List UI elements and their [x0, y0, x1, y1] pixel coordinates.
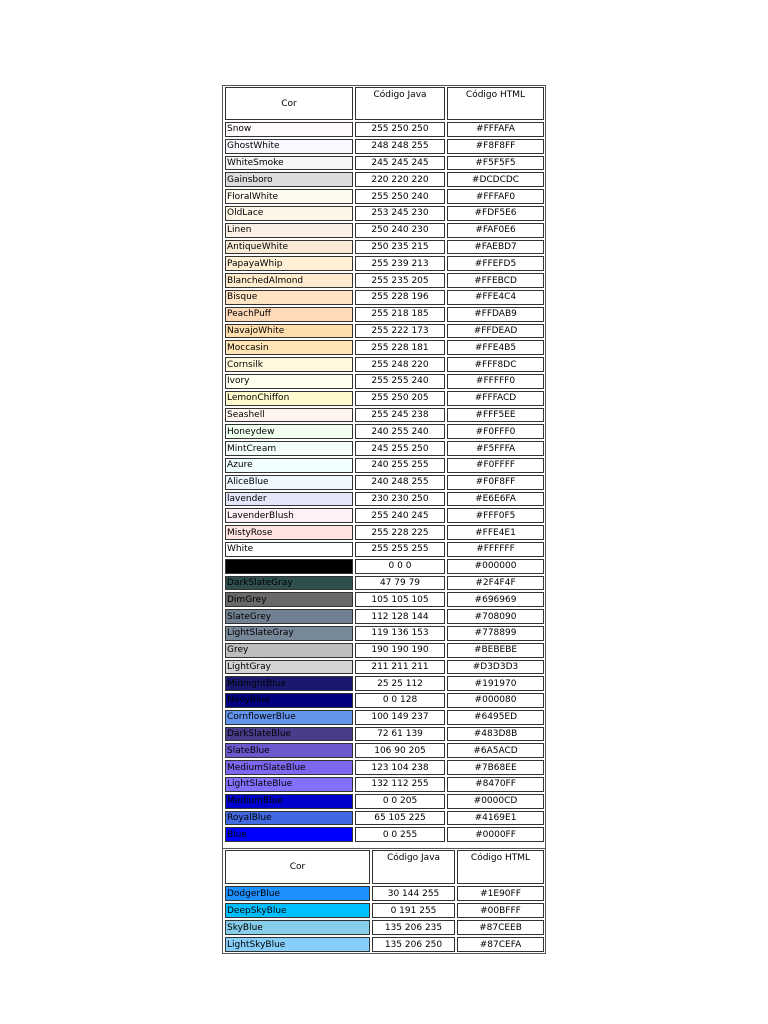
java-code-cell: 255 240 245	[355, 508, 445, 523]
header-cor: Cor	[225, 850, 370, 884]
color-name-swatch	[225, 559, 353, 574]
java-code-cell: 255 245 238	[355, 408, 445, 423]
color-name-swatch: LightGray	[225, 660, 353, 675]
color-name-swatch: DeepSkyBlue	[225, 903, 370, 918]
color-name-swatch: NavyBlue	[225, 693, 353, 708]
color-name-swatch: SlateBlue	[225, 743, 353, 758]
color-name-swatch: CornflowerBlue	[225, 710, 353, 725]
table-row	[224, 726, 545, 743]
color-name-swatch: DimGrey	[225, 592, 353, 607]
color-name-swatch: LightSlateBlue	[225, 777, 353, 792]
table-row	[224, 936, 545, 953]
java-code-cell: 47 79 79	[355, 576, 445, 591]
java-code-cell: 255 218 185	[355, 307, 445, 322]
html-code-cell: #6495ED	[447, 710, 544, 725]
table-row	[224, 205, 545, 222]
html-code-cell: #FFFAFA	[447, 122, 544, 137]
table-row	[224, 356, 545, 373]
html-code-cell: #F5F5F5	[447, 156, 544, 171]
color-name-swatch: Blue	[225, 827, 353, 842]
color-name-swatch: Bisque	[225, 290, 353, 305]
html-code-cell: #FFF0F5	[447, 508, 544, 523]
html-code-cell: #BEBEBE	[447, 643, 544, 658]
color-name-swatch: Gainsboro	[225, 172, 353, 187]
html-code-cell: #F8F8FF	[447, 139, 544, 154]
html-code-cell: #FFDAB9	[447, 307, 544, 322]
table-row	[224, 440, 545, 457]
html-code-cell: #FAEBD7	[447, 240, 544, 255]
table-row	[224, 675, 545, 692]
color-name-swatch: MediumSlateBlue	[225, 760, 353, 775]
java-code-cell: 255 228 181	[355, 340, 445, 355]
html-code-cell: #191970	[447, 676, 544, 691]
table-row	[224, 272, 545, 289]
html-code-cell: #FFF5EE	[447, 408, 544, 423]
color-name-swatch: NavajoWhite	[225, 324, 353, 339]
color-name-swatch: MistyRose	[225, 525, 353, 540]
table-row	[224, 121, 545, 138]
table-row	[224, 474, 545, 491]
java-code-cell: 255 250 240	[355, 189, 445, 204]
java-code-cell: 123 104 238	[355, 760, 445, 775]
table-header-row	[224, 849, 545, 885]
table-row	[224, 188, 545, 205]
java-code-cell: 135 206 235	[372, 920, 455, 935]
java-code-cell: 119 136 153	[355, 626, 445, 641]
html-code-cell: #87CEFA	[457, 937, 544, 952]
color-table-2	[224, 849, 545, 953]
header-codigo-html: Código HTML	[447, 87, 544, 120]
color-name-swatch: Azure	[225, 458, 353, 473]
color-name-swatch: MidnightBlue	[225, 676, 353, 691]
table-row	[224, 222, 545, 239]
html-code-cell: #FFDEAD	[447, 324, 544, 339]
html-code-cell: #F0FFFF	[447, 458, 544, 473]
color-name-swatch: LemonChiffon	[225, 391, 353, 406]
html-code-cell: #708090	[447, 609, 544, 624]
java-code-cell: 105 105 105	[355, 592, 445, 607]
java-code-cell: 0 0 205	[355, 794, 445, 809]
table-row	[224, 793, 545, 810]
html-code-cell: #696969	[447, 592, 544, 607]
java-code-cell: 250 240 230	[355, 223, 445, 238]
header-cor: Cor	[225, 87, 353, 120]
color-name-swatch: BlanchedAlmond	[225, 273, 353, 288]
html-code-cell: #4169E1	[447, 811, 544, 826]
color-name-swatch: LavenderBlush	[225, 508, 353, 523]
java-code-cell: 65 105 225	[355, 811, 445, 826]
html-code-cell: #D3D3D3	[447, 660, 544, 675]
java-code-cell: 255 228 196	[355, 290, 445, 305]
java-code-cell: 248 248 255	[355, 139, 445, 154]
color-name-swatch: MediumBlue	[225, 794, 353, 809]
java-code-cell: 255 255 240	[355, 374, 445, 389]
color-table-1	[224, 86, 545, 843]
java-code-cell: 255 250 205	[355, 391, 445, 406]
java-code-cell: 253 245 230	[355, 206, 445, 221]
html-code-cell: #8470FF	[447, 777, 544, 792]
color-name-swatch: GhostWhite	[225, 139, 353, 154]
html-code-cell: #2F4F4F	[447, 576, 544, 591]
table-row	[224, 659, 545, 676]
color-name-swatch: LightSkyBlue	[225, 937, 370, 952]
color-name-swatch: SlateGrey	[225, 609, 353, 624]
java-code-cell: 255 222 173	[355, 324, 445, 339]
java-code-cell: 106 90 205	[355, 743, 445, 758]
java-code-cell: 255 248 220	[355, 357, 445, 372]
java-code-cell: 0 0 255	[355, 827, 445, 842]
html-code-cell: #F0FFF0	[447, 424, 544, 439]
color-name-swatch: SkyBlue	[225, 920, 370, 935]
table-row	[224, 323, 545, 340]
java-code-cell: 25 25 112	[355, 676, 445, 691]
header-codigo-java: Código Java	[372, 850, 455, 884]
header-codigo-java: Código Java	[355, 87, 445, 120]
html-code-cell: #FFEBCD	[447, 273, 544, 288]
html-code-cell: #FFE4C4	[447, 290, 544, 305]
html-code-cell: #FFFACD	[447, 391, 544, 406]
html-code-cell: #FFF8DC	[447, 357, 544, 372]
java-code-cell: 220 220 220	[355, 172, 445, 187]
color-name-swatch: AntiqueWhite	[225, 240, 353, 255]
table-row	[224, 171, 545, 188]
table-row	[224, 541, 545, 558]
java-code-cell: 230 230 250	[355, 492, 445, 507]
table-row	[224, 558, 545, 575]
html-code-cell: #FFE4B5	[447, 340, 544, 355]
html-code-cell: #778899	[447, 626, 544, 641]
table-row	[224, 373, 545, 390]
java-code-cell: 190 190 190	[355, 643, 445, 658]
java-code-cell: 132 112 255	[355, 777, 445, 792]
html-code-cell: #E6E6FA	[447, 492, 544, 507]
java-code-cell: 250 235 215	[355, 240, 445, 255]
html-code-cell: #F5FFFA	[447, 441, 544, 456]
java-code-cell: 245 245 245	[355, 156, 445, 171]
table-header-row	[224, 86, 545, 121]
java-code-cell: 135 206 250	[372, 937, 455, 952]
color-name-swatch: MintCream	[225, 441, 353, 456]
color-name-swatch: lavender	[225, 492, 353, 507]
color-name-swatch: Honeydew	[225, 424, 353, 439]
table-row	[224, 759, 545, 776]
html-code-cell: #FFEFD5	[447, 256, 544, 271]
table-row	[224, 306, 545, 323]
html-code-cell: #1E90FF	[457, 886, 544, 901]
color-name-swatch: White	[225, 542, 353, 557]
table-row	[224, 491, 545, 508]
table-row	[224, 575, 545, 592]
table-row	[224, 155, 545, 172]
java-code-cell: 255 235 205	[355, 273, 445, 288]
java-code-cell: 240 248 255	[355, 475, 445, 490]
html-code-cell: #F0F8FF	[447, 475, 544, 490]
table-row	[224, 423, 545, 440]
color-name-swatch: LightSlateGray	[225, 626, 353, 641]
table-row	[224, 591, 545, 608]
table-row	[224, 826, 545, 843]
java-code-cell: 0 0 128	[355, 693, 445, 708]
color-name-swatch: Moccasin	[225, 340, 353, 355]
html-code-cell: #000080	[447, 693, 544, 708]
color-name-swatch: OldLace	[225, 206, 353, 221]
table-row	[224, 902, 545, 919]
html-code-cell: #483D8B	[447, 727, 544, 742]
html-code-cell: #6A5ACD	[447, 743, 544, 758]
table-row	[224, 457, 545, 474]
html-code-cell: #00BFFF	[457, 903, 544, 918]
color-name-swatch: DarkSlateGray	[225, 576, 353, 591]
html-code-cell: #0000CD	[447, 794, 544, 809]
color-name-swatch: PapayaWhip	[225, 256, 353, 271]
html-code-cell: #87CEEB	[457, 920, 544, 935]
table-row	[224, 709, 545, 726]
color-name-swatch: WhiteSmoke	[225, 156, 353, 171]
table-row	[224, 642, 545, 659]
header-codigo-html: Código HTML	[457, 850, 544, 884]
java-code-cell: 100 149 237	[355, 710, 445, 725]
table-row	[224, 407, 545, 424]
table-row	[224, 810, 545, 827]
java-code-cell: 240 255 240	[355, 424, 445, 439]
table-row	[224, 608, 545, 625]
table-row	[224, 625, 545, 642]
table-row	[224, 390, 545, 407]
table-row	[224, 885, 545, 902]
java-code-cell: 255 239 213	[355, 256, 445, 271]
java-code-cell: 255 250 250	[355, 122, 445, 137]
html-code-cell: #DCDCDC	[447, 172, 544, 187]
color-name-swatch: Seashell	[225, 408, 353, 423]
table-row	[224, 742, 545, 759]
table-row	[224, 239, 545, 256]
table-row	[224, 138, 545, 155]
java-code-cell: 245 255 250	[355, 441, 445, 456]
html-code-cell: #FFFFF0	[447, 374, 544, 389]
java-code-cell: 0 191 255	[372, 903, 455, 918]
java-code-cell: 30 144 255	[372, 886, 455, 901]
table-row	[224, 255, 545, 272]
table-row	[224, 507, 545, 524]
color-name-swatch: DarkSlateBlue	[225, 727, 353, 742]
color-name-swatch: DodgerBlue	[225, 886, 370, 901]
java-code-cell: 255 228 225	[355, 525, 445, 540]
table-row	[224, 339, 545, 356]
color-name-swatch: Snow	[225, 122, 353, 137]
java-code-cell: 211 211 211	[355, 660, 445, 675]
html-code-cell: #FFFAF0	[447, 189, 544, 204]
java-code-cell: 72 61 139	[355, 727, 445, 742]
color-name-swatch: RoyalBlue	[225, 811, 353, 826]
java-code-cell: 112 128 144	[355, 609, 445, 624]
color-name-swatch: Linen	[225, 223, 353, 238]
table-row	[224, 919, 545, 936]
html-code-cell: #7B68EE	[447, 760, 544, 775]
color-name-swatch: PeachPuff	[225, 307, 353, 322]
table-row	[224, 524, 545, 541]
table-row	[224, 776, 545, 793]
html-code-cell: #FDF5E6	[447, 206, 544, 221]
table-row	[224, 289, 545, 306]
table-row	[224, 692, 545, 709]
java-code-cell: 240 255 255	[355, 458, 445, 473]
html-code-cell: #0000FF	[447, 827, 544, 842]
color-name-swatch: Cornsilk	[225, 357, 353, 372]
color-name-swatch: Grey	[225, 643, 353, 658]
html-code-cell: #FAF0E6	[447, 223, 544, 238]
java-code-cell: 0 0 0	[355, 559, 445, 574]
color-name-swatch: FloralWhite	[225, 189, 353, 204]
html-code-cell: #000000	[447, 559, 544, 574]
html-code-cell: #FFFFFF	[447, 542, 544, 557]
color-name-swatch: Ivory	[225, 374, 353, 389]
color-name-swatch: AliceBlue	[225, 475, 353, 490]
java-code-cell: 255 255 255	[355, 542, 445, 557]
html-code-cell: #FFE4E1	[447, 525, 544, 540]
